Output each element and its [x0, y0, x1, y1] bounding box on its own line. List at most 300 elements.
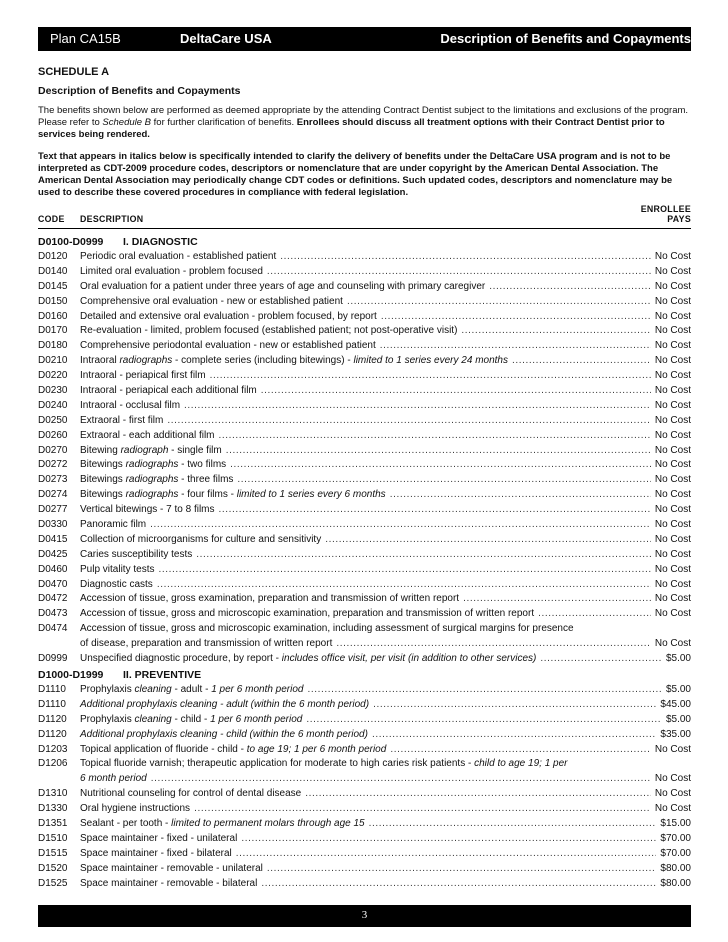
description-text: Intraoral - occlusal film [80, 399, 181, 411]
enrollee-pays: No Cost [654, 489, 691, 501]
procedure-code: D0277 [38, 504, 68, 516]
description-text: Oral evaluation for a patient under three years of age and counseling with primary caregiver [80, 280, 486, 292]
description-text-group [80, 802, 190, 817]
procedure-description [80, 592, 691, 607]
procedure-code: D0145 [38, 280, 68, 292]
description-text: Detailed and extensive oral evaluation - problem focused, by report [80, 310, 377, 322]
description-text-group [80, 622, 574, 637]
procedure-description [80, 847, 691, 862]
description-line [80, 458, 691, 473]
description-text: Re-evaluation - limited, problem focused (established patient; not post-operative visit) [80, 325, 458, 337]
description-text: Periodic oral evaluation - established patient [80, 251, 277, 262]
table-row [38, 444, 691, 459]
description-text-group [80, 339, 376, 354]
description-line [80, 473, 691, 488]
description-line [80, 518, 691, 533]
dot-leader [151, 772, 651, 787]
description-line [80, 607, 691, 622]
description-text-group [80, 698, 369, 713]
description-text-group [80, 518, 146, 533]
description-line [80, 683, 691, 698]
description-text: limited to 1 series every 6 months [236, 489, 386, 501]
table-row [38, 862, 691, 877]
description-text: - three films [178, 474, 234, 486]
description-text: limited to 1 series every 24 months [353, 355, 508, 367]
procedure-code: D1110 [38, 683, 66, 695]
procedure-description [80, 488, 691, 503]
dot-leader [261, 384, 651, 399]
table-row [38, 832, 691, 847]
description-text: Panoramic film [80, 519, 147, 531]
description-line [80, 592, 691, 607]
procedure-description [80, 444, 691, 459]
table-row [38, 607, 691, 622]
enrollee-pays: No Cost [654, 385, 691, 397]
table-row [38, 698, 691, 713]
description-text-group [80, 265, 263, 280]
description-text: Caries susceptibility tests [80, 548, 193, 560]
description-text: Diagnostic casts [80, 578, 153, 590]
description-line [80, 578, 691, 593]
description-line [80, 533, 691, 548]
table-row [38, 503, 691, 518]
description-line [80, 339, 691, 354]
description-text-group [80, 414, 163, 429]
procedure-description [80, 743, 691, 758]
table-row [38, 339, 691, 354]
table-row [38, 713, 691, 728]
description-text-group [80, 728, 368, 743]
enrollee-pays: No Cost [654, 265, 691, 277]
dot-leader [373, 698, 656, 713]
enrollee-pays: No Cost [654, 399, 691, 411]
procedure-code: D0415 [38, 533, 68, 545]
table-row [38, 728, 691, 743]
description-text: radiographs [125, 459, 179, 471]
procedure-description [80, 548, 691, 563]
description-line [80, 265, 691, 280]
description-text: Bitewing [80, 444, 121, 456]
description-text: Extraoral - each additional film [80, 429, 215, 441]
procedure-description [80, 698, 691, 713]
procedure-code: D0120 [38, 251, 68, 262]
description-text: to age 19; 1 per 6 month period [246, 743, 387, 755]
description-text: Accession of tissue, gross and microscopic examination, preparation and transmission of written report [80, 608, 535, 620]
page-header-bar [38, 27, 691, 51]
description-text-group [80, 548, 192, 563]
description-line [80, 414, 691, 429]
procedure-code: D0270 [38, 444, 68, 456]
procedure-description [80, 250, 691, 265]
description-text-group [80, 652, 536, 667]
description-text: - single film [168, 444, 222, 456]
description-text-group [80, 817, 365, 832]
description-text-group [80, 563, 154, 578]
procedure-code: D0273 [38, 474, 68, 486]
description-line [80, 877, 691, 892]
procedure-code: D0260 [38, 429, 68, 441]
enrollee-pays: $70.00 [660, 832, 691, 844]
procedure-code: D0250 [38, 414, 68, 426]
dot-leader [336, 637, 651, 652]
description-text-group [80, 429, 215, 444]
dot-leader [261, 877, 656, 892]
plan-label: Plan CA15B [50, 31, 121, 46]
enrollee-pays: No Cost [654, 563, 691, 575]
procedure-description [80, 802, 691, 817]
description-line [80, 384, 691, 399]
table-row [38, 802, 691, 817]
dot-leader [230, 458, 651, 473]
procedure-code: D0240 [38, 399, 68, 411]
procedure-description [80, 354, 691, 369]
description-line [80, 280, 691, 295]
dot-leader [167, 414, 651, 429]
procedure-code: D1520 [38, 862, 68, 874]
procedure-code: D1515 [38, 847, 68, 859]
description-line [80, 488, 691, 503]
table-row [38, 250, 691, 265]
table-row [38, 369, 691, 384]
procedure-description [80, 877, 691, 892]
description-text: Nutritional counseling for control of dental disease [80, 788, 302, 800]
description-text-group [80, 444, 222, 459]
description-text-group [80, 578, 153, 593]
description-text: - adult - [171, 683, 212, 695]
description-line [80, 713, 691, 728]
description-text: radiographs [125, 489, 179, 501]
enrollee-pays: No Cost [654, 355, 691, 367]
procedure-description [80, 429, 691, 444]
procedure-description [80, 563, 691, 578]
procedure-description [80, 518, 691, 533]
enrollee-pays: No Cost [654, 251, 691, 262]
description-text-group [80, 369, 206, 384]
description-text: Space maintainer - removable - unilateral [80, 862, 263, 874]
dot-leader [538, 607, 651, 622]
description-text: cleaning [134, 683, 172, 695]
intro-text-a: The benefits shown below are performed as deemed appropriate by the attending Contract Dentist subject to the limitations and exclusions of the program. Please refer to [38, 105, 689, 128]
description-text-group [80, 832, 237, 847]
table-row [38, 310, 691, 325]
description-text: limited to permanent molars through age 15 [171, 817, 365, 829]
description-text: Bitewings [80, 489, 126, 501]
description-text-group [80, 743, 386, 758]
dot-leader [512, 354, 651, 369]
enrollee-pays: $15.00 [660, 817, 691, 829]
col-enrollee: ENROLLEE [640, 204, 691, 214]
procedure-code: D0140 [38, 265, 68, 277]
dot-leader [347, 295, 651, 310]
enrollee-pays: No Cost [654, 414, 691, 426]
description-text-group [80, 354, 508, 369]
dot-leader [210, 369, 651, 384]
description-text: Collection of microorganisms for culture and sensitivity [80, 533, 322, 545]
dot-leader [540, 652, 662, 667]
description-text: Accession of tissue, gross examination, preparation and transmission of written report [80, 593, 460, 605]
table-row [38, 787, 691, 802]
description-line [80, 324, 691, 339]
enrollee-pays: No Cost [654, 608, 691, 620]
procedure-description [80, 607, 691, 622]
enrollee-pays: No Cost [654, 519, 691, 531]
description-text-group [80, 295, 343, 310]
page-number: 3 [361, 909, 368, 921]
table-row [38, 757, 691, 787]
description-text-group [80, 772, 147, 787]
procedure-description [80, 832, 691, 847]
dot-leader [463, 592, 651, 607]
enrollee-pays: No Cost [654, 370, 691, 382]
procedure-code: D1330 [38, 803, 68, 815]
description-text-group [80, 757, 568, 772]
description-text: radiograph [120, 444, 169, 456]
enrollee-pays: No Cost [654, 459, 691, 471]
enrollee-pays: No Cost [654, 533, 691, 545]
description-text: Prophylaxis [80, 713, 135, 725]
description-text: Topical fluoride varnish; therapeutic application for moderate to high caries risk patients - [80, 758, 475, 770]
description-line [80, 444, 691, 459]
procedure-description [80, 622, 691, 652]
description-text-group [80, 533, 321, 548]
procedure-description [80, 369, 691, 384]
procedure-code: D0230 [38, 385, 68, 397]
procedure-description [80, 578, 691, 593]
description-line [80, 802, 691, 817]
description-text: Intraoral [80, 355, 120, 367]
italics-notice: Text that appears in italics below is specifically intended to clarify the delivery of benefits under the DeltaCare USA program and is not to be interpreted as CDT-2009 procedure codes, descriptors or nomenclature that are under copyright by the American Dental Association. The American Dental Association may periodically change CDT codes or definitions. Such updated codes, descriptors and nomenclature may be used to describe these covered procedures in compliance with federal legislation. [38, 151, 673, 198]
description-line [80, 862, 691, 877]
dot-leader [267, 862, 657, 877]
procedure-description [80, 384, 691, 399]
description-text-group [80, 847, 232, 862]
dot-leader [390, 743, 651, 758]
program-name: DeltaCare USA [180, 31, 272, 46]
description-text: Space maintainer - fixed - bilateral [80, 847, 232, 859]
table-row [38, 533, 691, 548]
table-row [38, 280, 691, 295]
table-row [38, 324, 691, 339]
description-text: - child - [171, 713, 211, 725]
intro-text-d: Enrollees should discuss all treatment options with their Contract Dentist prior to services being rendered. [38, 117, 665, 140]
procedure-description [80, 265, 691, 280]
description-text-group [80, 458, 226, 473]
procedure-description [80, 652, 691, 667]
dot-leader [325, 533, 651, 548]
description-line [80, 503, 691, 518]
enrollee-pays: No Cost [654, 429, 691, 441]
procedure-code: D1120 [38, 728, 67, 740]
procedure-code: D0474 [38, 623, 68, 635]
description-text: Additional prophylaxis cleaning - adult (within the 6 month period) [80, 698, 370, 710]
table-row [38, 429, 691, 444]
table-row [38, 652, 691, 667]
dot-leader [381, 310, 651, 325]
procedure-code: D0274 [38, 489, 68, 501]
col-description: DESCRIPTION [80, 214, 144, 224]
description-text: Comprehensive oral evaluation - new or established patient [80, 295, 343, 307]
enrollee-pays: $5.00 [665, 713, 691, 725]
description-text: Space maintainer - removable - bilateral [80, 877, 258, 889]
description-text: Intraoral - periapical first film [80, 370, 206, 382]
enrollee-pays: No Cost [654, 593, 691, 605]
procedure-code: D1206 [38, 758, 68, 770]
dot-leader [241, 832, 656, 847]
procedure-code: D0330 [38, 519, 68, 531]
description-text-group [80, 592, 459, 607]
description-text-group [80, 503, 215, 518]
description-text-group [80, 862, 263, 877]
description-text: 1 per 6 month period [210, 713, 303, 725]
header-divider [38, 228, 691, 229]
description-text-group [80, 713, 302, 728]
procedure-code: D1510 [38, 832, 68, 844]
table-row [38, 265, 691, 280]
description-line [80, 250, 691, 265]
header-title: Description of Benefits and Copayments [440, 31, 691, 46]
enrollee-pays: $80.00 [660, 877, 691, 889]
description-text: Accession of tissue, gross and microscopic examination, including assessment of surgical margins for presence [80, 623, 574, 635]
procedure-code: D1525 [38, 877, 68, 889]
intro-paragraph [38, 105, 691, 141]
enrollee-pays: No Cost [654, 325, 691, 337]
description-line [80, 369, 691, 384]
procedure-description [80, 310, 691, 325]
procedure-code: D0272 [38, 459, 68, 471]
enrollee-pays: No Cost [654, 444, 691, 456]
description-line [80, 817, 691, 832]
procedure-description [80, 757, 691, 787]
dot-leader [150, 518, 651, 533]
enrollee-pays: $5.00 [665, 683, 691, 695]
table-row [38, 592, 691, 607]
description-text: - four films - [178, 489, 237, 501]
procedure-description [80, 713, 691, 728]
description-text: Prophylaxis [80, 683, 135, 695]
dot-leader [184, 399, 651, 414]
table-row [38, 414, 691, 429]
procedure-description [80, 728, 691, 743]
dot-leader [461, 324, 650, 339]
procedure-description [80, 280, 691, 295]
enrollee-pays: $5.00 [665, 653, 691, 665]
description-line [80, 652, 691, 667]
procedure-description [80, 787, 691, 802]
table-row [38, 295, 691, 310]
table-row [38, 817, 691, 832]
description-text: child to age 19; 1 per [474, 758, 568, 770]
description-line [80, 757, 691, 772]
page-footer-bar [38, 905, 691, 927]
description-text: Extraoral - first film [80, 414, 164, 426]
section-code-range: D1000-D1999 [38, 668, 104, 681]
description-line [80, 399, 691, 414]
description-text-group [80, 787, 301, 802]
col-pays: PAYS [667, 214, 691, 224]
description-line [80, 728, 691, 743]
description-line [80, 563, 691, 578]
dot-leader [390, 488, 651, 503]
table-row [38, 458, 691, 473]
intro-schedule-ref: Schedule B [102, 117, 152, 128]
table-row [38, 877, 691, 892]
description-text-group [80, 637, 332, 652]
enrollee-pays: $45.00 [660, 698, 691, 710]
procedure-code: D0170 [38, 325, 68, 337]
procedure-code: D0150 [38, 295, 68, 307]
enrollee-pays: No Cost [654, 548, 691, 560]
description-text: cleaning [134, 713, 172, 725]
section-title: I. DIAGNOSTIC [123, 236, 198, 248]
dot-leader [372, 728, 656, 743]
col-code: CODE [38, 214, 65, 224]
table-row [38, 622, 691, 652]
procedure-code: D0180 [38, 340, 68, 352]
schedule-label: SCHEDULE A [38, 66, 110, 78]
description-text-group [80, 250, 276, 265]
description-text: Oral hygiene instructions [80, 803, 191, 815]
procedure-code: D0220 [38, 370, 68, 382]
dot-leader [158, 563, 650, 578]
description-text: Pulp vitality tests [80, 563, 155, 575]
section-heading [38, 234, 691, 250]
page-subtitle: Description of Benefits and Copayments [38, 85, 241, 97]
procedure-description [80, 295, 691, 310]
benefits-table [38, 234, 691, 891]
procedure-code: D0470 [38, 578, 68, 590]
description-line [80, 743, 691, 758]
enrollee-pays: $80.00 [660, 862, 691, 874]
description-text: 1 per 6 month period [211, 683, 304, 695]
table-row [38, 743, 691, 758]
dot-leader [307, 683, 661, 698]
table-row [38, 518, 691, 533]
table-row [38, 354, 691, 369]
description-text: Bitewings [80, 459, 126, 471]
dot-leader [305, 787, 651, 802]
description-text-group [80, 399, 180, 414]
description-line [80, 847, 691, 862]
enrollee-pays: No Cost [654, 310, 691, 322]
description-text: Sealant - per tooth - [80, 817, 172, 829]
enrollee-pays: No Cost [654, 638, 691, 650]
description-line [80, 787, 691, 802]
enrollee-pays: No Cost [654, 340, 691, 352]
table-row [38, 578, 691, 593]
description-text-group [80, 384, 257, 399]
description-text: Comprehensive periodontal evaluation - new or established patient [80, 340, 376, 352]
enrollee-pays: No Cost [654, 788, 691, 800]
table-row [38, 473, 691, 488]
table-row [38, 488, 691, 503]
procedure-code: D0472 [38, 593, 68, 605]
description-line [80, 354, 691, 369]
section-title: II. PREVENTIVE [123, 668, 202, 681]
description-line [80, 548, 691, 563]
description-text: Bitewings [80, 474, 126, 486]
procedure-description [80, 458, 691, 473]
description-text-group [80, 683, 303, 698]
description-text: radiographs [125, 474, 179, 486]
description-text-group [80, 324, 457, 339]
procedure-description [80, 473, 691, 488]
enrollee-pays: No Cost [654, 578, 691, 590]
procedure-description [80, 817, 691, 832]
description-text: 6 month period [80, 773, 147, 785]
procedure-code: D1351 [38, 817, 68, 829]
enrollee-pays: $70.00 [660, 847, 691, 859]
dot-leader [267, 265, 651, 280]
